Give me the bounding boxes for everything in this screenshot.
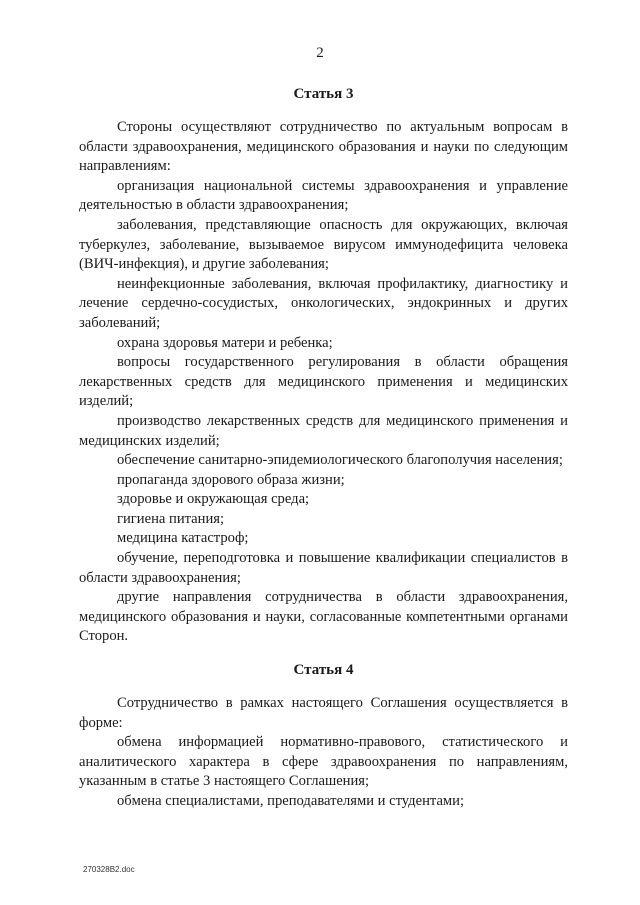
article-3-item: гигиена питания;: [117, 510, 225, 527]
article-3-item: заболевания, представляющие опасность для окружающих, включая туберкулез, заболевание, вызываемое вирусом иммунодефицита человека (ВИЧ-инфекция), и другие заболевания;: [79, 216, 568, 273]
article-4-intro: Сотрудничество в рамках настоящего Соглашения осуществляется в форме:: [79, 695, 568, 731]
spacer: [79, 680, 568, 694]
article-4-item: обмена информацией нормативно-правового, статистического и аналитического характера в сфере здравоохранения по направлениям, указанным в статье 3 настоящего Соглашения;: [79, 734, 568, 790]
page-number: 2: [316, 45, 324, 61]
article-3-heading: Статья 3: [293, 86, 354, 102]
document-body: [79, 85, 568, 812]
article-3-item: вопросы государственного регулирования в области обращения лекарственных средств для медицинского применения и медицинских изделий;: [79, 354, 568, 410]
article-3-item: медицина катастроф;: [117, 530, 249, 547]
article-3-item: производство лекарственных средств для медицинского применения и медицинских изделий;: [79, 412, 568, 449]
footer-filename: 270328В2.doc: [83, 865, 135, 874]
article-4-item: обмена специалистами, преподавателями и студентами;: [117, 793, 465, 809]
article-3-item: охрана здоровья матери и ребенка;: [117, 334, 333, 351]
spacer: [79, 104, 568, 118]
article-3-item: обучение, переподготовка и повышение квалификации специалистов в области здравоохранения;: [79, 550, 568, 586]
spacer: [79, 647, 568, 661]
article-3-item: обеспечение санитарно-эпидемиологического благополучия населения;: [117, 452, 563, 469]
article-3-item: здоровье и окружающая среда;: [117, 491, 310, 508]
article-3-item: организация национальной системы здравоохранения и управление деятельностью в области здравоохранения;: [79, 177, 568, 214]
article-3-item: неинфекционные заболевания, включая профилактику, диагностику и лечение сердечно-сосудистых, онкологических, эндокринных и других заболеваний;: [79, 275, 568, 331]
article-4-heading: Статья 4: [293, 662, 354, 679]
article-3-intro: Стороны осуществляют сотрудничество по актуальным вопросам в области здравоохранения, медицинского образования и науки по следующим направлениям:: [79, 119, 568, 175]
article-3-item: другие направления сотрудничества в области здравоохранения, медицинского образования и науки, согласованные компетентными органами Сторон.: [79, 589, 568, 645]
article-3-item: пропаганда здорового образа жизни;: [117, 471, 345, 488]
